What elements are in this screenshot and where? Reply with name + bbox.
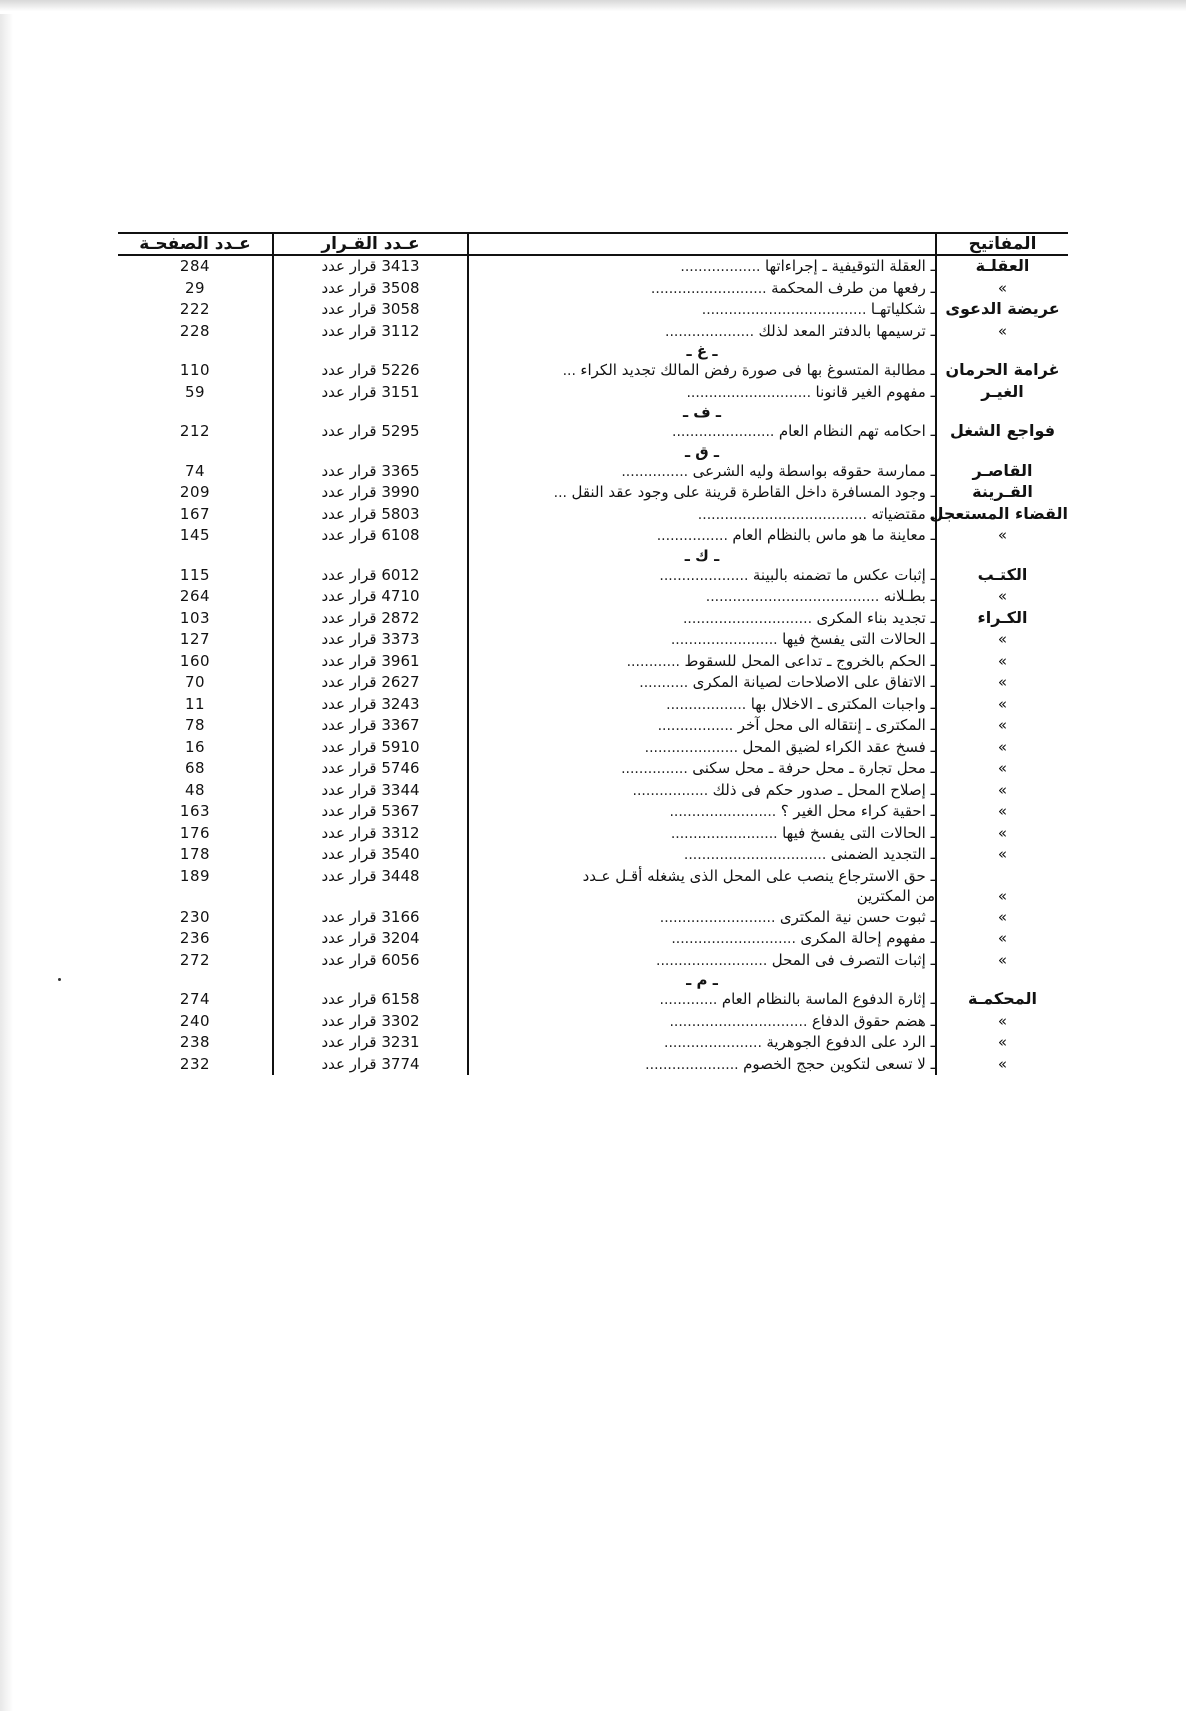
entry-description [468, 694, 936, 716]
entry-key: » [936, 758, 1068, 780]
entry-description [468, 801, 936, 823]
entry-page-number: 284 [179, 257, 211, 275]
letter-divider-row [118, 971, 1068, 989]
entry-description [468, 1032, 936, 1054]
scan-edge-left [0, 0, 22, 1711]
entry-key: » [936, 321, 1068, 343]
entry-key: » [936, 844, 1068, 866]
entry-page-number: 272 [179, 950, 211, 969]
entry-key: » [936, 928, 1068, 950]
letter-divider-label: ـ ف ـ [468, 403, 936, 421]
entry-description-text: ـ ممارسة حقوقه بواسطة وليه الشرعى [692, 461, 935, 480]
entry-page-number: 29 [184, 278, 206, 297]
entry-page-number: 230 [179, 907, 211, 926]
entry-description [468, 382, 936, 404]
entry-key: » [936, 694, 1068, 716]
entry-description-text: ـ وجود المسافرة داخل القاطرة قرينة على وجود عقد النقل [571, 483, 935, 501]
table-row [118, 780, 1068, 802]
leader-dots: ........................ [670, 632, 783, 648]
table-row [118, 1032, 1068, 1054]
entry-key: » [936, 886, 1068, 907]
leader-dots: ............................. [682, 610, 817, 627]
entry-description [468, 715, 936, 737]
table-row [118, 525, 1068, 547]
entry-key: عريضة الدعوى [936, 299, 1068, 321]
table-row [118, 321, 1068, 343]
entry-description [468, 482, 936, 504]
entry-decision-number: 6108 قرار عدد [273, 525, 468, 547]
entry-description-text: ـ بطـلانه [883, 587, 935, 605]
entry-description-text: ـ احكامه تهم النظام العام [778, 422, 935, 440]
entry-decision-number: 3302 قرار عدد [273, 1011, 468, 1033]
table-row [118, 651, 1068, 673]
entry-page-number: 16 [184, 737, 206, 756]
entry-description-text: ـ تجديد بناء المكرى [816, 608, 935, 627]
table-row [118, 672, 1068, 694]
entry-key: » [936, 586, 1068, 608]
entry-key: القضاء المستعجل [936, 504, 1068, 526]
leader-dots: ............. [659, 992, 722, 1008]
entry-description-text: ـ فسخ عقد الكراء لضيق المحل [742, 737, 935, 756]
entry-key: غرامة الحرمان [936, 360, 1068, 382]
column-header-page-number: عـدد الصفحـة [118, 233, 273, 255]
table-row [118, 586, 1068, 608]
letter-divider-row [118, 342, 1068, 360]
leader-dots: .................. [680, 259, 765, 275]
entry-description [468, 844, 936, 866]
leader-dots: .................... [665, 323, 759, 340]
leader-dots: ............................... [669, 1013, 812, 1030]
entry-description [468, 299, 936, 321]
entry-page-number: 212 [179, 422, 211, 440]
entry-key: » [936, 1032, 1068, 1054]
table-row [118, 928, 1068, 950]
entry-description [468, 1054, 936, 1076]
letter-row-page-cell [118, 342, 273, 360]
entry-decision-number: 3312 قرار عدد [273, 823, 468, 845]
letter-divider-label: ـ ق ـ [468, 443, 936, 461]
entry-description-text: ـ محل تجارة ـ محل حرفة ـ محل سكنى [692, 759, 935, 777]
entry-page-number: 160 [179, 651, 211, 670]
letter-row-decision-cell [273, 443, 468, 461]
entry-decision-number: 3204 قرار عدد [273, 928, 468, 950]
entry-key: » [936, 629, 1068, 651]
entry-description [468, 525, 936, 547]
entry-description-text: ـ واجبات المكترى ـ الاخلال بها [750, 694, 935, 713]
entry-description-text: ـ إثبات عكس ما تضمنه بالبينة [752, 565, 935, 584]
entry-page-number: 145 [179, 526, 211, 544]
table-row [118, 382, 1068, 404]
leader-dots: ................. [657, 718, 738, 734]
column-header-description [468, 233, 936, 255]
table-row [118, 844, 1068, 866]
entry-description [468, 461, 936, 483]
table-row [118, 907, 1068, 929]
letter-row-page-cell [118, 971, 273, 989]
leader-dots: ..................................... [701, 302, 871, 318]
entry-description-text: ـ الحالات التى يفسخ فيها [782, 823, 935, 842]
table-row [118, 565, 1068, 587]
entry-decision-number: 3774 قرار عدد [273, 1054, 468, 1076]
entry-decision-number: 5226 قرار عدد [273, 360, 468, 382]
entry-description-text: ـ هضم حقوق الدفاع [811, 1011, 935, 1030]
leader-dots: ........................ [669, 804, 781, 820]
leader-dots: ......................... [656, 952, 772, 969]
table-row [118, 715, 1068, 737]
leader-dots: .......................... [650, 280, 772, 297]
entry-key: » [936, 525, 1068, 547]
letter-row-decision-cell [273, 971, 468, 989]
leader-dots: ....................... [672, 424, 779, 440]
leader-dots: ............................ [671, 931, 801, 947]
entry-description [468, 672, 936, 694]
entry-decision-number: 3990 قرار عدد [273, 482, 468, 504]
entry-page-number: 163 [179, 802, 211, 820]
entry-key: العقلـة [936, 255, 1068, 278]
leader-dots: .................. [666, 696, 751, 713]
entry-description [468, 608, 936, 630]
leader-dots: ..................... [645, 1056, 744, 1073]
entry-decision-number: 3231 قرار عدد [273, 1032, 468, 1054]
entry-page-number: 78 [184, 716, 206, 734]
entry-key: » [936, 1011, 1068, 1033]
entry-page-number: 209 [179, 483, 211, 501]
leader-dots: ................ [656, 528, 733, 544]
leader-dots: ... [562, 363, 581, 379]
entry-key: » [936, 823, 1068, 845]
table-row [118, 950, 1068, 972]
entry-description-text: ـ الاتفاق على الاصلاحات لصيانة المكرى [692, 673, 935, 691]
leader-dots: ................................ [683, 847, 831, 863]
leader-dots: ........................ [670, 825, 783, 842]
entry-description-text: ـ التجديد الضمنى [830, 845, 935, 863]
entry-description [468, 950, 936, 972]
entry-description-text: ـ العقلة التوقيفية ـ إجراءاتها [764, 257, 935, 275]
letter-divider-row [118, 547, 1068, 565]
table-row [118, 360, 1068, 382]
entry-page-number: 240 [179, 1011, 211, 1030]
leader-dots: ..................... [644, 739, 743, 756]
entry-decision-number: 3058 قرار عدد [273, 299, 468, 321]
entry-decision-number: 3344 قرار عدد [273, 780, 468, 802]
entry-description-continued: من المكترين [468, 886, 936, 907]
entry-page-number: 176 [179, 823, 211, 842]
entry-key: » [936, 737, 1068, 759]
entry-decision-number-empty [273, 886, 468, 907]
entry-key: الغيـر [936, 382, 1068, 404]
entry-description-text: ـ معاينة ما هو ماس بالنظام العام [732, 526, 935, 544]
entry-description [468, 565, 936, 587]
entry-decision-number: 3365 قرار عدد [273, 461, 468, 483]
entry-decision-number: 5746 قرار عدد [273, 758, 468, 780]
index-table [118, 232, 1068, 1075]
leader-dots: .......................... [659, 909, 780, 926]
entry-key: » [936, 801, 1068, 823]
table-row [118, 1054, 1068, 1076]
entry-description-text: ـ الحكم بالخروج ـ تداعى المحل للسقوط [684, 651, 935, 670]
table-row [118, 866, 1068, 887]
entry-page-number: 68 [184, 759, 206, 777]
scan-speck [58, 978, 61, 981]
entry-description [468, 866, 936, 887]
entry-decision-number: 3367 قرار عدد [273, 715, 468, 737]
entry-page-number: 274 [179, 990, 211, 1008]
table-row-continuation [118, 886, 1068, 907]
entry-description-text: ـ إصلاح المحل ـ صدور حكم فى ذلك [712, 780, 935, 799]
entry-decision-number: 3448 قرار عدد [273, 866, 468, 887]
leader-dots: ............... [621, 463, 693, 480]
entry-description [468, 928, 936, 950]
table-row [118, 737, 1068, 759]
leader-dots: ................. [632, 782, 713, 799]
entry-key: » [936, 672, 1068, 694]
entry-description-text: ـ مفهوم الغير قانونا [815, 382, 935, 401]
entry-key: » [936, 278, 1068, 300]
letter-row-decision-cell [273, 403, 468, 421]
entry-key: » [936, 651, 1068, 673]
entry-description-text: ـ إثارة الدفوع الماسة بالنظام العام [721, 990, 935, 1008]
entry-description [468, 504, 936, 526]
entry-key: المحكمـة [936, 989, 1068, 1011]
leader-dots: ... [553, 485, 572, 501]
entry-page-number-empty [118, 886, 273, 907]
entry-decision-number: 5910 قرار عدد [273, 737, 468, 759]
entry-description [468, 737, 936, 759]
entry-page-number: 110 [179, 361, 211, 379]
entry-key: » [936, 715, 1068, 737]
entry-page-number: 222 [179, 300, 211, 318]
entry-description [468, 255, 936, 278]
letter-divider-label: ـ ك ـ [468, 547, 936, 565]
entry-key: » [936, 780, 1068, 802]
entry-description-text: ـ مقتضياته [871, 504, 935, 523]
entry-decision-number: 3413 قرار عدد [273, 255, 468, 278]
table-row [118, 504, 1068, 526]
letter-divider-row [118, 403, 1068, 421]
scan-edge-top [0, 0, 1186, 14]
table-row [118, 278, 1068, 300]
entry-page-number: 74 [184, 461, 206, 480]
entry-page-number: 11 [184, 694, 206, 713]
table-row [118, 421, 1068, 443]
leader-dots: ........... [639, 675, 693, 691]
letter-row-key-cell [936, 443, 1068, 461]
table-row [118, 758, 1068, 780]
letter-divider-label: ـ غ ـ [468, 342, 936, 360]
table-row [118, 989, 1068, 1011]
entry-description [468, 823, 936, 845]
entry-key: فواجع الشغل [936, 421, 1068, 443]
entry-decision-number: 6158 قرار عدد [273, 989, 468, 1011]
table-row [118, 694, 1068, 716]
letter-row-decision-cell [273, 547, 468, 565]
entry-key: الكتـب [936, 565, 1068, 587]
entry-description [468, 278, 936, 300]
entry-page-number: 228 [179, 321, 211, 340]
entry-description-text: ـ الرد على الدفوع الجوهرية [766, 1033, 935, 1051]
table-row [118, 461, 1068, 483]
entry-description-text: ـ رفعها من طرف المحكمة [771, 278, 935, 297]
table-body [118, 255, 1068, 1075]
entry-key: » [936, 1054, 1068, 1076]
table-row [118, 629, 1068, 651]
entry-page-number: 115 [179, 565, 211, 584]
entry-key: » [936, 950, 1068, 972]
leader-dots: ............... [621, 761, 693, 777]
entry-description-text: ـ شكلياتهـا [870, 300, 935, 318]
table-row [118, 608, 1068, 630]
entry-description [468, 586, 936, 608]
entry-decision-number: 3166 قرار عدد [273, 907, 468, 929]
entry-decision-number: 3961 قرار عدد [273, 651, 468, 673]
leader-dots: ............................ [686, 384, 816, 401]
entry-page-number: 70 [184, 673, 206, 691]
entry-decision-number: 3508 قرار عدد [273, 278, 468, 300]
entry-description-text: ـ حق الاسترجاع ينصب على المحل الذى يشغله أقـل عـدد [582, 866, 935, 885]
letter-row-page-cell [118, 403, 273, 421]
leader-dots: ....................................... [705, 589, 884, 605]
entry-key: القـرينة [936, 482, 1068, 504]
entry-decision-number: 6056 قرار عدد [273, 950, 468, 972]
entry-description [468, 629, 936, 651]
entry-key: » [936, 907, 1068, 929]
entry-key: القاصـر [936, 461, 1068, 483]
table-header [118, 233, 1068, 255]
entry-description-text: ـ إثبات التصرف فى المحل [771, 950, 935, 969]
entry-description-text: ـ الحالات التى يفسخ فيها [782, 630, 935, 648]
letter-row-key-cell [936, 342, 1068, 360]
entry-decision-number: 3373 قرار عدد [273, 629, 468, 651]
table-row [118, 801, 1068, 823]
entry-description-text: ـ المكترى ـ إنتقاله الى محل آخر [737, 716, 935, 734]
entry-description [468, 907, 936, 929]
index-page [118, 232, 1068, 1075]
entry-description-text: ـ مطالبة المتسوغ بها فى صورة رفض المالك تجديد الكراء [580, 361, 935, 379]
entry-decision-number: 2872 قرار عدد [273, 608, 468, 630]
leader-dots: .................... [659, 567, 753, 584]
entry-description-text: ـ احقية كراء محل الغير ؟ [780, 802, 935, 820]
entry-decision-number: 3243 قرار عدد [273, 694, 468, 716]
entry-decision-number: 6012 قرار عدد [273, 565, 468, 587]
entry-description-text: ـ ثبوت حسن نية المكترى [779, 907, 935, 926]
entry-page-number: 238 [179, 1033, 211, 1051]
entry-decision-number: 5803 قرار عدد [273, 504, 468, 526]
table-row [118, 482, 1068, 504]
entry-decision-number: 2627 قرار عدد [273, 672, 468, 694]
entry-description-text: ـ مفهوم إحالة المكرى [800, 929, 935, 947]
entry-decision-number: 4710 قرار عدد [273, 586, 468, 608]
letter-row-key-cell [936, 971, 1068, 989]
table-row [118, 1011, 1068, 1033]
entry-page-number: 232 [179, 1054, 211, 1073]
table-row [118, 255, 1068, 278]
entry-decision-number: 3151 قرار عدد [273, 382, 468, 404]
entry-description [468, 360, 936, 382]
entry-page-number: 189 [179, 866, 211, 885]
letter-row-page-cell [118, 443, 273, 461]
entry-decision-number: 3540 قرار عدد [273, 844, 468, 866]
letter-row-decision-cell [273, 342, 468, 360]
entry-description [468, 989, 936, 1011]
letter-divider-label: ـ م ـ [468, 971, 936, 989]
leader-dots: ...................................... [697, 506, 872, 523]
entry-page-number: 178 [179, 845, 211, 863]
entry-page-number: 167 [179, 504, 211, 523]
letter-row-key-cell [936, 403, 1068, 421]
entry-description [468, 421, 936, 443]
entry-page-number: 236 [179, 929, 211, 947]
column-header-keys: المفاتيح [936, 233, 1068, 255]
entry-description-text: ـ لا تسعى لتكوين حجج الخصوم [743, 1054, 935, 1073]
leader-dots: ............ [626, 653, 685, 670]
entry-page-number: 103 [179, 608, 211, 627]
entry-decision-number: 3112 قرار عدد [273, 321, 468, 343]
entry-page-number: 264 [179, 587, 211, 605]
entry-key: الكـراء [936, 608, 1068, 630]
column-header-decision-number: عـدد القـرار [273, 233, 468, 255]
leader-dots: ...................... [664, 1035, 767, 1051]
entry-description [468, 321, 936, 343]
entry-decision-number: 5367 قرار عدد [273, 801, 468, 823]
letter-divider-row [118, 443, 1068, 461]
entry-page-number: 127 [179, 630, 211, 648]
letter-row-page-cell [118, 547, 273, 565]
entry-decision-number: 5295 قرار عدد [273, 421, 468, 443]
entry-description-text: ـ ترسيمها بالدفتر المعد لذلك [758, 321, 935, 340]
entry-description [468, 1011, 936, 1033]
entry-description [468, 780, 936, 802]
table-row [118, 823, 1068, 845]
entry-description [468, 758, 936, 780]
table-row [118, 299, 1068, 321]
letter-row-key-cell [936, 547, 1068, 565]
entry-page-number: 59 [184, 382, 206, 401]
entry-description [468, 651, 936, 673]
entry-key [936, 866, 1068, 887]
entry-page-number: 48 [184, 780, 206, 799]
